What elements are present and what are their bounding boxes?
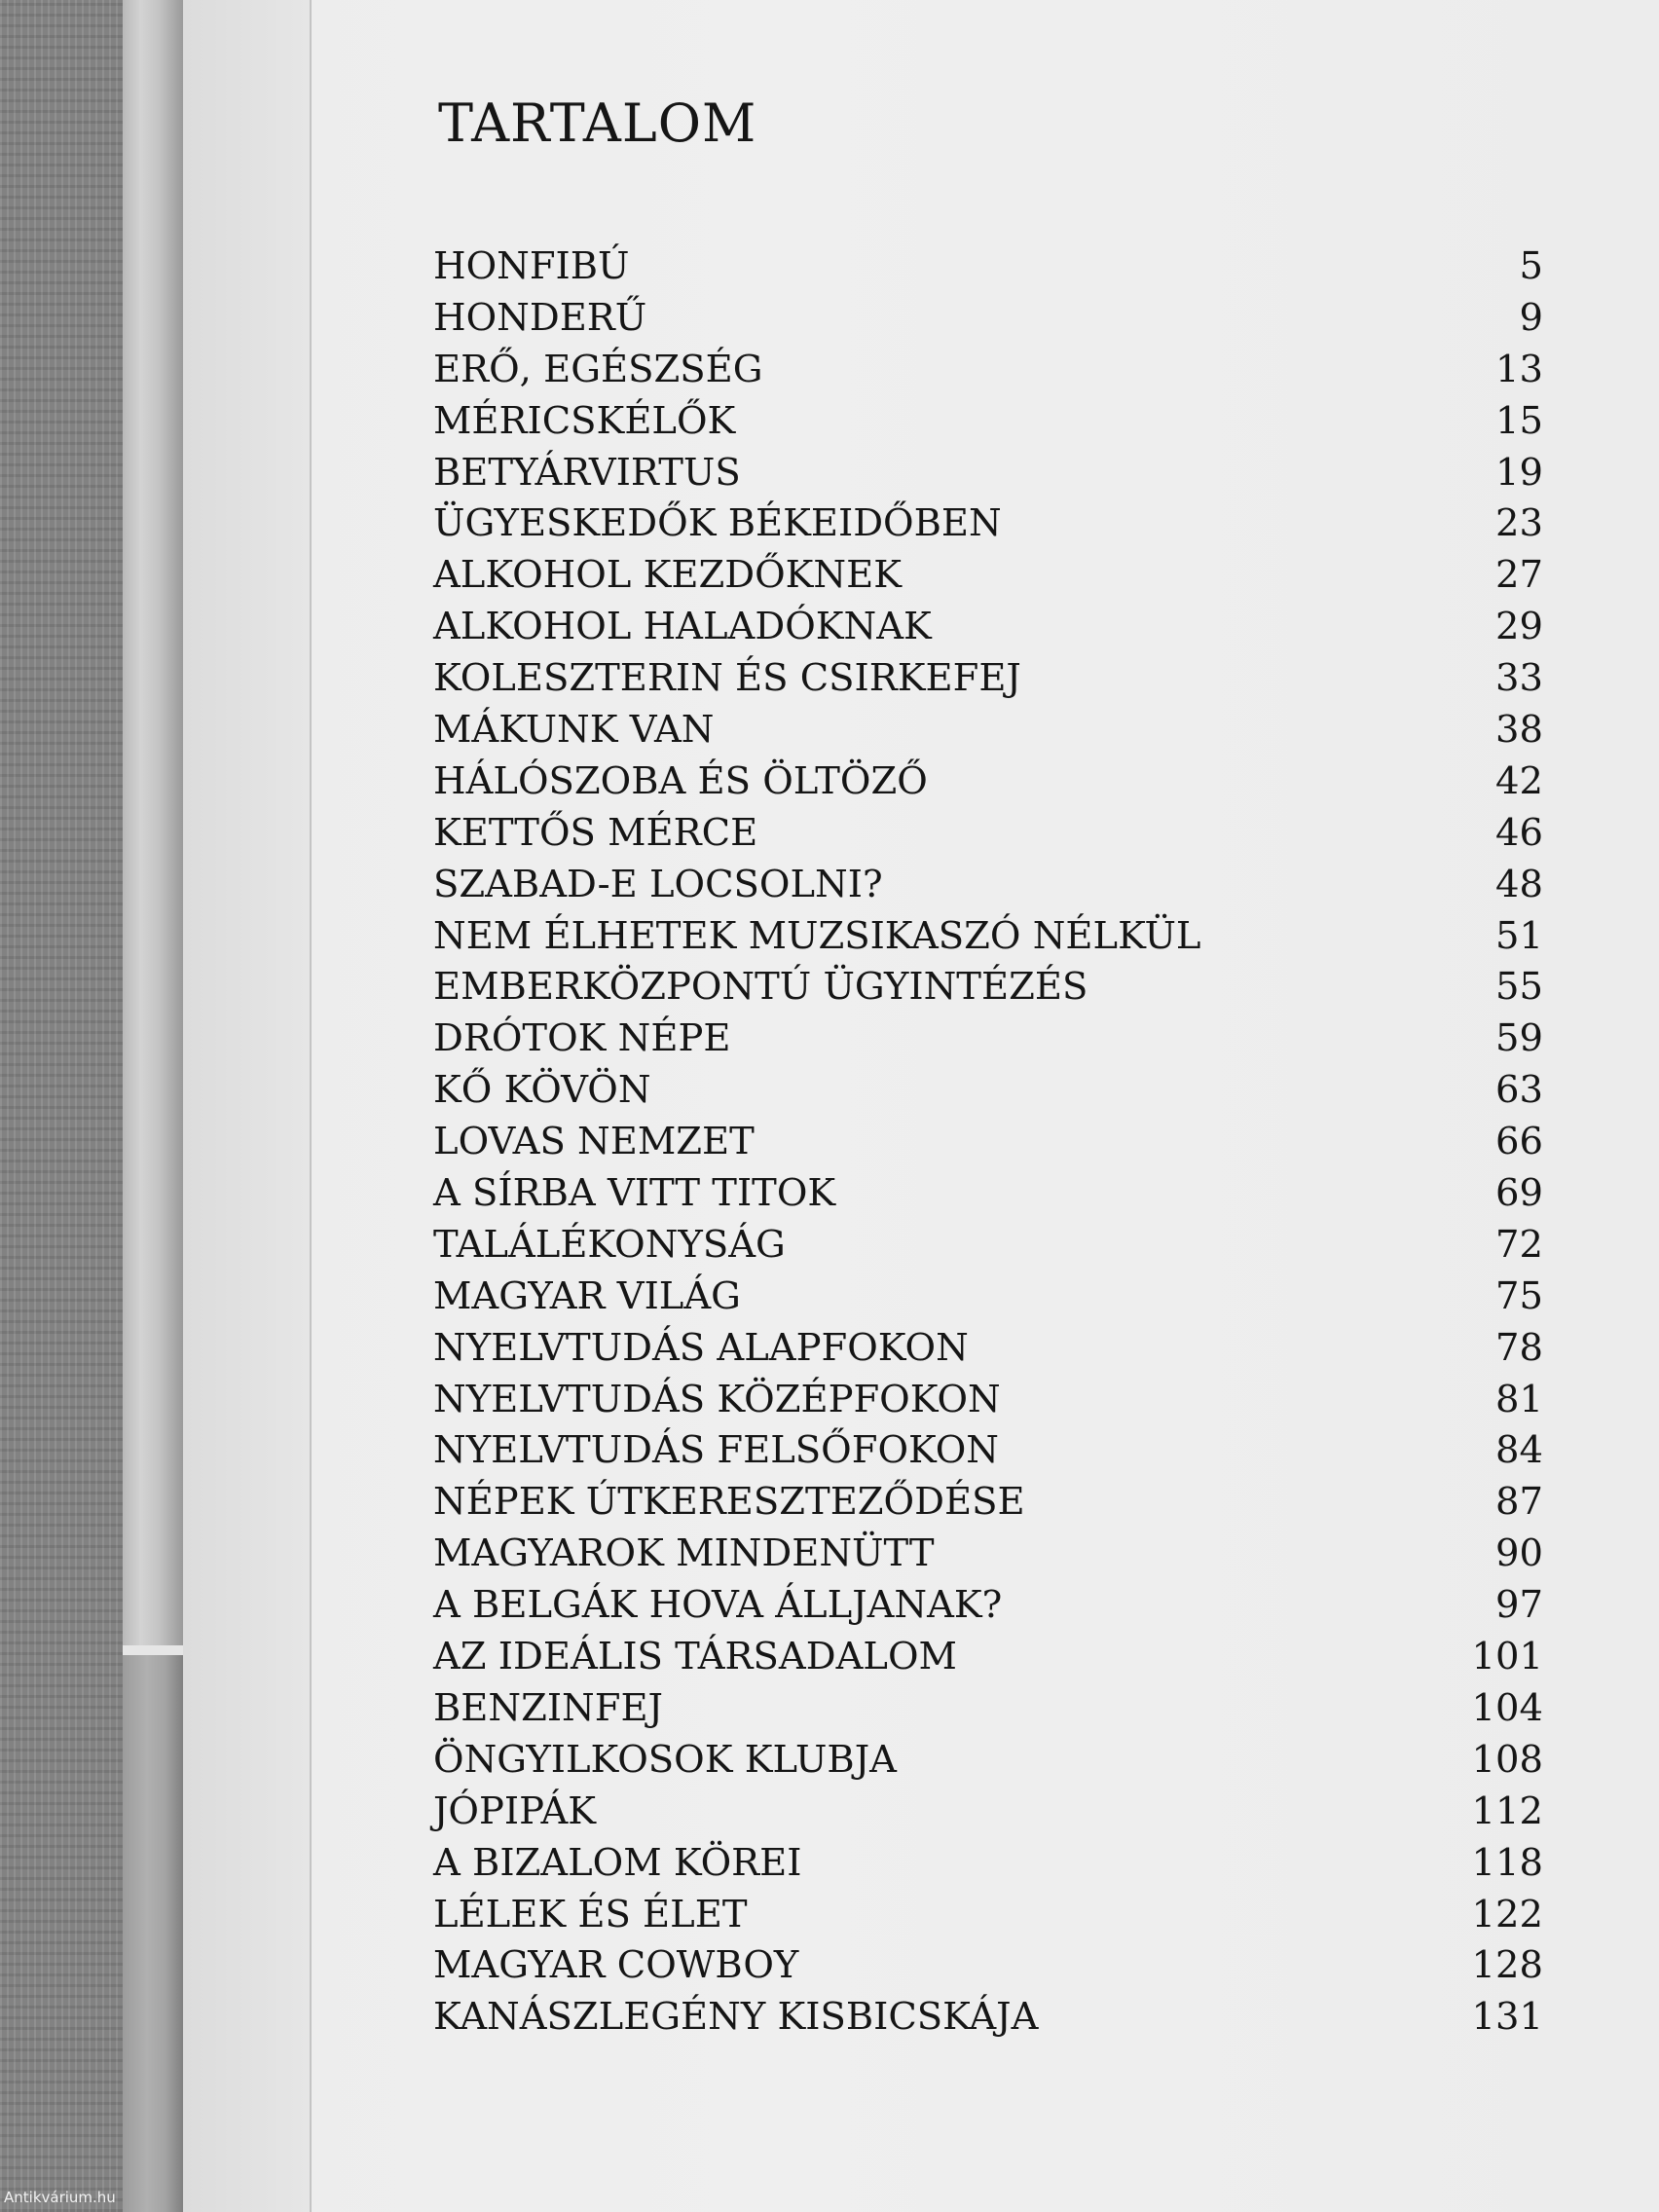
toc-entry-page: 55 xyxy=(1495,965,1543,1010)
toc-entry xyxy=(433,1323,1543,1375)
toc-entry xyxy=(433,1632,1543,1683)
toc-entry-page: 84 xyxy=(1495,1428,1543,1473)
toc-entry xyxy=(433,241,1543,293)
toc-entry xyxy=(433,1580,1543,1632)
toc-entry-page: 13 xyxy=(1495,347,1543,391)
toc-entry-title: A BIZALOM KÖREI xyxy=(433,1840,802,1885)
toc-entry xyxy=(433,808,1543,860)
toc-entry-page: 51 xyxy=(1495,913,1543,958)
toc-entry xyxy=(433,1477,1543,1529)
toc-entry-title: NYELVTUDÁS KÖZÉPFOKON xyxy=(433,1377,1001,1421)
toc-entry xyxy=(433,1375,1543,1426)
toc-entry-page: 46 xyxy=(1495,810,1543,855)
toc-entry xyxy=(433,1014,1543,1065)
toc-entry-title: LOVAS NEMZET xyxy=(433,1120,755,1164)
toc-entry xyxy=(433,550,1543,602)
toc-entry-page: 97 xyxy=(1495,1583,1543,1628)
toc-entry-page: 81 xyxy=(1495,1377,1543,1421)
toc-entry-title: A SÍRBA VITT TITOK xyxy=(433,1171,836,1216)
toc-entry-page: 9 xyxy=(1519,295,1543,340)
toc-entry xyxy=(433,1117,1543,1168)
toc-entry xyxy=(433,293,1543,345)
toc-entry-page: 122 xyxy=(1471,1892,1543,1936)
toc-entry-title: ERŐ, EGÉSZSÉG xyxy=(433,347,763,391)
toc-entry-title: NEM ÉLHETEK MUZSIKASZÓ NÉLKÜL xyxy=(433,913,1201,958)
toc-entry-title: MAGYAR COWBOY xyxy=(433,1943,799,1988)
toc-entry-title: ALKOHOL KEZDŐKNEK xyxy=(433,553,902,598)
toc-entry-title: LÉLEK ÉS ÉLET xyxy=(433,1892,748,1936)
toc-entry xyxy=(433,1890,1543,1941)
toc-entry-title: BETYÁRVIRTUS xyxy=(433,450,741,495)
book-cover-edge-divider xyxy=(123,1645,183,1655)
toc-entry xyxy=(433,756,1543,808)
toc-entry-title: KETTŐS MÉRCE xyxy=(433,810,758,855)
toc-entry-page: 72 xyxy=(1495,1222,1543,1267)
toc-entry-title: MAGYAR VILÁG xyxy=(433,1273,741,1318)
toc-heading: TARTALOM xyxy=(438,92,757,154)
watermark: Antikvárium.hu xyxy=(4,2189,116,2206)
toc-entry-title: AZ IDEÁLIS TÁRSADALOM xyxy=(433,1635,957,1679)
toc-entry-page: 112 xyxy=(1471,1788,1543,1833)
toc-entry-title: ÜGYESKEDŐK BÉKEIDŐBEN xyxy=(433,501,1002,546)
toc-entry-page: 75 xyxy=(1495,1273,1543,1318)
toc-entry-title: HONDERŰ xyxy=(433,295,647,340)
toc-entry-page: 87 xyxy=(1495,1480,1543,1525)
toc-entry xyxy=(433,1065,1543,1117)
toc-entry-page: 118 xyxy=(1471,1840,1543,1885)
toc-entry-page: 29 xyxy=(1495,605,1543,649)
toc-entry xyxy=(433,1735,1543,1787)
table-of-contents xyxy=(433,241,1543,2044)
toc-entry-page: 66 xyxy=(1495,1120,1543,1164)
toc-entry-title: KOLESZTERIN ÉS CSIRKEFEJ xyxy=(433,656,1021,701)
toc-entry-title: MÁKUNK VAN xyxy=(433,708,715,753)
toc-entry-page: 42 xyxy=(1495,758,1543,803)
toc-entry-page: 63 xyxy=(1495,1068,1543,1113)
background-surface xyxy=(0,0,125,2212)
toc-entry-page: 78 xyxy=(1495,1325,1543,1370)
toc-entry-title: MAGYAROK MINDENÜTT xyxy=(433,1531,935,1576)
toc-entry xyxy=(433,705,1543,756)
toc-entry xyxy=(433,911,1543,963)
toc-entry xyxy=(433,860,1543,911)
toc-entry-page: 33 xyxy=(1495,656,1543,701)
toc-entry-page: 23 xyxy=(1495,501,1543,546)
toc-entry-page: 104 xyxy=(1471,1685,1543,1730)
toc-entry xyxy=(433,1787,1543,1838)
toc-entry xyxy=(433,1940,1543,1992)
toc-entry xyxy=(433,1683,1543,1735)
toc-entry xyxy=(433,1838,1543,1890)
toc-entry-title: EMBERKÖZPONTÚ ÜGYINTÉZÉS xyxy=(433,965,1088,1010)
toc-entry-title: HONFIBÚ xyxy=(433,244,630,288)
toc-entry-page: 48 xyxy=(1495,862,1543,906)
toc-entry-title: DRÓTOK NÉPE xyxy=(433,1016,731,1061)
toc-entry-title: NYELVTUDÁS ALAPFOKON xyxy=(433,1325,969,1370)
toc-entry xyxy=(433,602,1543,653)
toc-entry xyxy=(433,1220,1543,1272)
toc-entry-title: TALÁLÉKONYSÁG xyxy=(433,1222,786,1267)
toc-entry-page: 38 xyxy=(1495,708,1543,753)
toc-entry-page: 131 xyxy=(1471,1995,1543,2040)
toc-entry-title: HÁLÓSZOBA ÉS ÖLTÖZŐ xyxy=(433,758,928,803)
toc-entry xyxy=(433,498,1543,550)
toc-entry-page: 101 xyxy=(1471,1635,1543,1679)
toc-entry xyxy=(433,653,1543,705)
toc-entry-title: KŐ KÖVÖN xyxy=(433,1068,651,1113)
toc-entry-page: 59 xyxy=(1495,1016,1543,1061)
toc-entry xyxy=(433,1992,1543,2044)
toc-entry xyxy=(433,345,1543,396)
toc-entry-page: 15 xyxy=(1495,398,1543,443)
toc-entry-title: ALKOHOL HALADÓKNAK xyxy=(433,605,932,649)
page-gutter xyxy=(183,0,312,2212)
toc-entry-page: 69 xyxy=(1495,1171,1543,1216)
toc-entry-page: 19 xyxy=(1495,450,1543,495)
toc-entry-page: 128 xyxy=(1471,1943,1543,1988)
toc-entry xyxy=(433,448,1543,499)
toc-entry-title: KANÁSZLEGÉNY KISBICSKÁJA xyxy=(433,1995,1039,2040)
toc-entry xyxy=(433,1529,1543,1580)
toc-entry-title: A BELGÁK HOVA ÁLLJANAK? xyxy=(433,1583,1003,1628)
toc-entry-title: JÓPIPÁK xyxy=(433,1788,597,1833)
toc-entry-page: 90 xyxy=(1495,1531,1543,1576)
toc-entry-page: 5 xyxy=(1519,244,1543,288)
toc-entry-title: SZABAD-E LOCSOLNI? xyxy=(433,862,883,906)
toc-entry xyxy=(433,1168,1543,1220)
toc-entry-page: 108 xyxy=(1471,1737,1543,1782)
toc-entry xyxy=(433,396,1543,448)
toc-entry xyxy=(433,1425,1543,1477)
toc-entry-page: 27 xyxy=(1495,553,1543,598)
toc-entry-title: BENZINFEJ xyxy=(433,1685,663,1730)
book-cover-edge-lower xyxy=(123,1655,183,2212)
toc-entry-title: NÉPEK ÚTKERESZTEZŐDÉSE xyxy=(433,1480,1025,1525)
toc-entry xyxy=(433,1272,1543,1323)
toc-entry-title: ÖNGYILKOSOK KLUBJA xyxy=(433,1737,897,1782)
toc-entry xyxy=(433,962,1543,1014)
toc-entry-title: MÉRICSKÉLŐK xyxy=(433,398,736,443)
toc-entry-title: NYELVTUDÁS FELSŐFOKON xyxy=(433,1428,999,1473)
